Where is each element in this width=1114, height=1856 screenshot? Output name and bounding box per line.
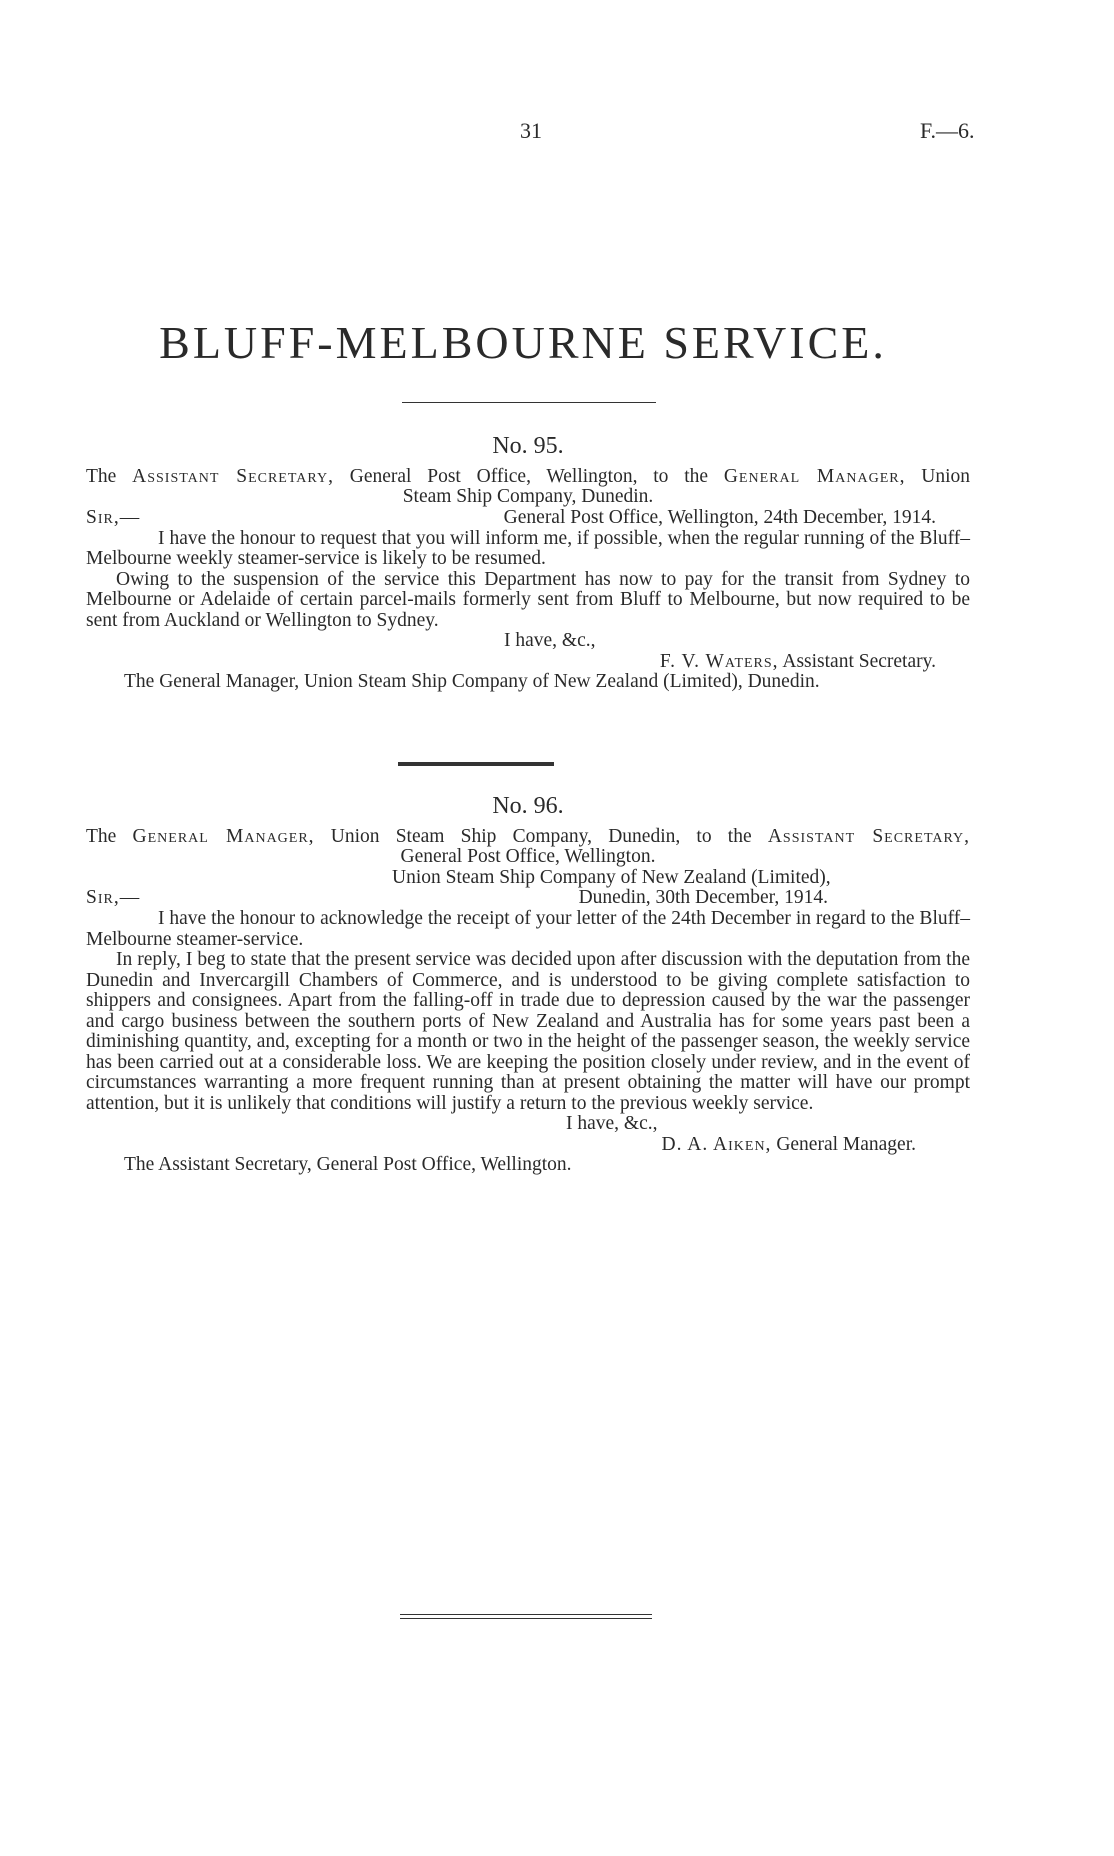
letter-96-salutation-row [86, 888, 970, 909]
letter-95-closing: I have, &c., [504, 630, 596, 651]
letter-95-signature-title: Assistant Secretary. [782, 650, 936, 672]
letter-95-signature-name: F. V. Waters, [659, 650, 779, 672]
letter-96-salutation: Sir,— [86, 887, 141, 908]
letter-96-signature-name: D. A. Aiken, [661, 1133, 772, 1155]
letter-96-header [86, 827, 970, 848]
letter-95-header-line2: Steam Ship Company, Dunedin. [402, 486, 654, 507]
letter-95 [86, 433, 971, 693]
letter-95-header-prefix: The [86, 465, 117, 487]
letter-95-addressee: The General Manager, Union Steam Ship Company of New Zealand (Limited), Dunedin. [124, 671, 820, 692]
letter-96-closing: I have, &c., [566, 1113, 658, 1134]
letter-96-signature [86, 1135, 970, 1156]
letter-95-salutation-row [86, 508, 970, 529]
letter-96-address-line2: Dunedin, 30th December, 1914. [578, 887, 828, 908]
title-rule [402, 402, 656, 403]
letter-95-header-from-rest: General Post Office, Wellington, to the [349, 465, 709, 487]
letter-95-header-to-title: General Manager, [723, 465, 906, 487]
letter-95-header-to-rest: Union [921, 465, 971, 487]
letter-96-signature-title: General Manager. [776, 1133, 916, 1155]
letter-95-header-from-title: Assistant Secretary, [132, 465, 334, 487]
letter-96-header-from-rest: Union Steam Ship Company, Dunedin, to the [330, 825, 752, 847]
letter-96-header-prefix: The [86, 825, 117, 847]
letter-96-addressee: The Assistant Secretary, General Post Office, Wellington. [124, 1154, 572, 1175]
letter-95-signature [86, 652, 970, 673]
end-rule [400, 1614, 652, 1619]
letter-96-header-line2: General Post Office, Wellington. [400, 846, 656, 867]
page-reference: F.—6. [920, 118, 975, 143]
letter-95-paragraph-1: I have the honour to request that you will inform me, if possible, when the regular running of the Bluff–Melbourne weekly steamer-service is likely to be resumed. [86, 527, 970, 569]
letter-96-paragraph-2: In reply, I beg to state that the present service was decided upon after discussion with the deputation from the Dunedin and Invercargill Chambers of Commerce, and is understood to be giving complete satisfaction to shippers and consignees. Apart from the falling-off in trade due to depression caused by the war the passenger and cargo business between the southern ports of New Zealand and Australia has for some years past been a diminishing quantity, and, excepting for a month or two in the height of the passenger season, the weekly service has been carried out at a considerable loss. We are keeping the position closely under review, and in the event of circumstances warranting a more frequent running than at present obtaining the matter will have our prompt attention, but it is unlikely that conditions will justify a return to the previous weekly service. [86, 949, 970, 1114]
letter-95-dateline: General Post Office, Wellington, 24th December, 1914. [503, 506, 936, 528]
letter-95-paragraph-2: Owing to the suspension of the service this Department has now to pay for the transit from Sydney to Melbourne or Adelaide of certain parcel-mails formerly sent from Bluff to Melbourne, but now required to be sent from Auckland or Wellington to Sydney. [86, 568, 970, 631]
letter-96-address-line1: Union Steam Ship Company of New Zealand (Limited), [392, 866, 831, 888]
letter-95-salutation: Sir,— [86, 506, 141, 528]
letter-95-header [86, 467, 970, 488]
letter-96-number: No. 96. [492, 793, 564, 819]
letter-96-header-from-title: General Manager, [132, 825, 315, 847]
letter-96 [86, 793, 971, 1176]
section-divider [398, 762, 554, 766]
letter-96-paragraph-1: I have the honour to acknowledge the receipt of your letter of the 24th December in regard to the Bluff–Melbourne steamer-service. [86, 908, 970, 950]
page-title: BLUFF-MELBOURNE SERVICE. [159, 317, 887, 368]
letter-96-header-to-title: Assistant Secretary, [767, 825, 971, 847]
page-number: 31 [520, 118, 542, 143]
letter-95-number: No. 95. [492, 433, 564, 459]
